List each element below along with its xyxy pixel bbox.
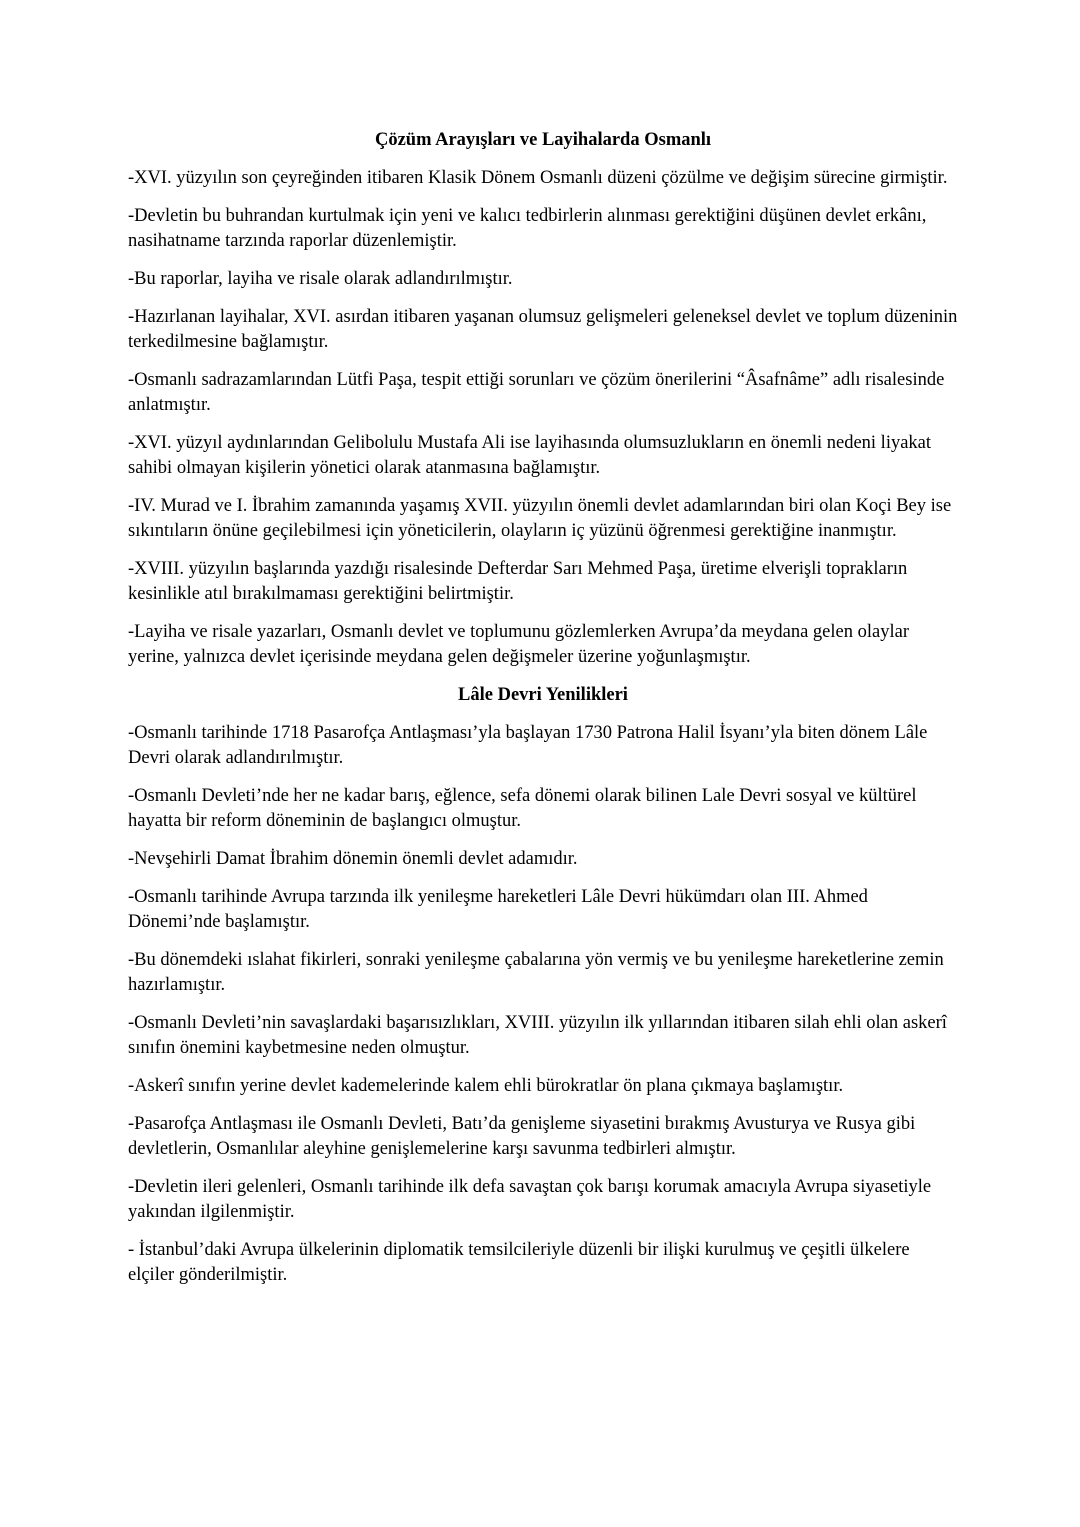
paragraph: -Osmanlı tarihinde Avrupa tarzında ilk yenileşme hareketleri Lâle Devri hükümdarı olan III. Ahmed Dönemi’nde başlamıştır.	[128, 887, 868, 932]
paragraph: -XVI. yüzyılın son çeyreğinden itibaren Klasik Dönem Osmanlı düzeni çözülme ve değişim sürecine girmiştir.	[128, 168, 948, 188]
paragraph: -Osmanlı sadrazamlarından Lütfi Paşa, tespit ettiği sorunları ve çözüm önerilerini “Âsafnâme” adlı risalesinde anlatmıştır.	[128, 370, 945, 415]
section-title-lale-devri: Lâle Devri Yenilikleri	[458, 685, 628, 705]
paragraph: -XVIII. yüzyılın başlarında yazdığı risalesinde Defterdar Sarı Mehmed Paşa, üretime elverişli toprakların kesinlikle atıl bırakılmaması gerektiğini belirtmiştir.	[128, 559, 908, 604]
paragraph: -Bu dönemdeki ıslahat fikirleri, sonraki yenileşme çabalarına yön vermiş ve bu yenileşme hareketlerine zemin hazırlamıştır.	[128, 950, 944, 995]
paragraph: -Devletin bu buhrandan kurtulmak için yeni ve kalıcı tedbirlerin alınması gerektiğini düşünen devlet erkânı, nasihatname tarzında raporlar düzenlemiştir.	[128, 206, 927, 251]
paragraph: -Layiha ve risale yazarları, Osmanlı devlet ve toplumunu gözlemlerken Avrupa’da meydana gelen olaylar yerine, yalnızca devlet içerisinde meydana gelen değişmeler üzerine yoğunlaşmıştır.	[128, 622, 909, 667]
paragraph: -XVI. yüzyıl aydınlarından Gelibolulu Mustafa Ali ise layihasında olumsuzlukların en önemli nedeni liyakat sahibi olmayan kişilerin yönetici olarak atanmasına bağlamıştır.	[128, 433, 932, 478]
paragraph: -Osmanlı Devleti’nin savaşlardaki başarısızlıkları, XVIII. yüzyılın ilk yıllarından itibaren silah ehli olan askerî sınıfın önemini kaybetmesine neden olmuştur.	[128, 1013, 947, 1058]
paragraph: -Pasarofça Antlaşması ile Osmanlı Devleti, Batı’da genişleme siyasetini bırakmış Avusturya ve Rusya gibi devletlerin, Osmanlılar aleyhine genişlemelerine karşı savunma tedbirleri almıştır.	[128, 1114, 916, 1159]
section-title-cozum-arayislari: Çözüm Arayışları ve Layihalarda Osmanlı	[374, 130, 712, 150]
paragraph: -Hazırlanan layihalar, XVI. asırdan itibaren yaşanan olumsuz gelişmeleri geleneksel devlet ve toplum düzeninin terkedilmesine bağlamıştır.	[128, 307, 958, 352]
paragraph: -Askerî sınıfın yerine devlet kademelerinde kalem ehli bürokratlar ön plana çıkmaya başlamıştır.	[128, 1076, 844, 1096]
paragraph: -Devletin ileri gelenleri, Osmanlı tarihinde ilk defa savaştan çok barışı korumak amacıyla Avrupa siyasetiyle yakından ilgilenmiştir.	[128, 1177, 932, 1222]
paragraph: -Nevşehirli Damat İbrahim dönemin önemli devlet adamıdır.	[128, 849, 578, 869]
document-body	[128, 128, 958, 1301]
paragraph: -IV. Murad ve I. İbrahim zamanında yaşamış XVII. yüzyılın önemli devlet adamlarından biri olan Koçi Bey ise sıkıntıların önüne geçilebilmesi için yöneticilerin, olayların iç yüzünü öğrenmesi gerektiğine inanmıştır.	[128, 496, 952, 541]
paragraph: -Bu raporlar, layiha ve risale olarak adlandırılmıştır.	[128, 269, 513, 289]
paragraph: - İstanbul’daki Avrupa ülkelerinin diplomatik temsilcileriyle düzenli bir ilişki kurulmuş ve çeşitli ülkelere elçiler gönderilmiştir.	[128, 1240, 910, 1285]
paragraph: -Osmanlı Devleti’nde her ne kadar barış, eğlence, sefa dönemi olarak bilinen Lale Devri sosyal ve kültürel hayatta bir reform döneminin de başlangıcı olmuştur.	[128, 786, 917, 831]
paragraph: -Osmanlı tarihinde 1718 Pasarofça Antlaşması’yla başlayan 1730 Patrona Halil İsyanı’yla biten dönem Lâle Devri olarak adlandırılmıştır.	[128, 723, 928, 768]
